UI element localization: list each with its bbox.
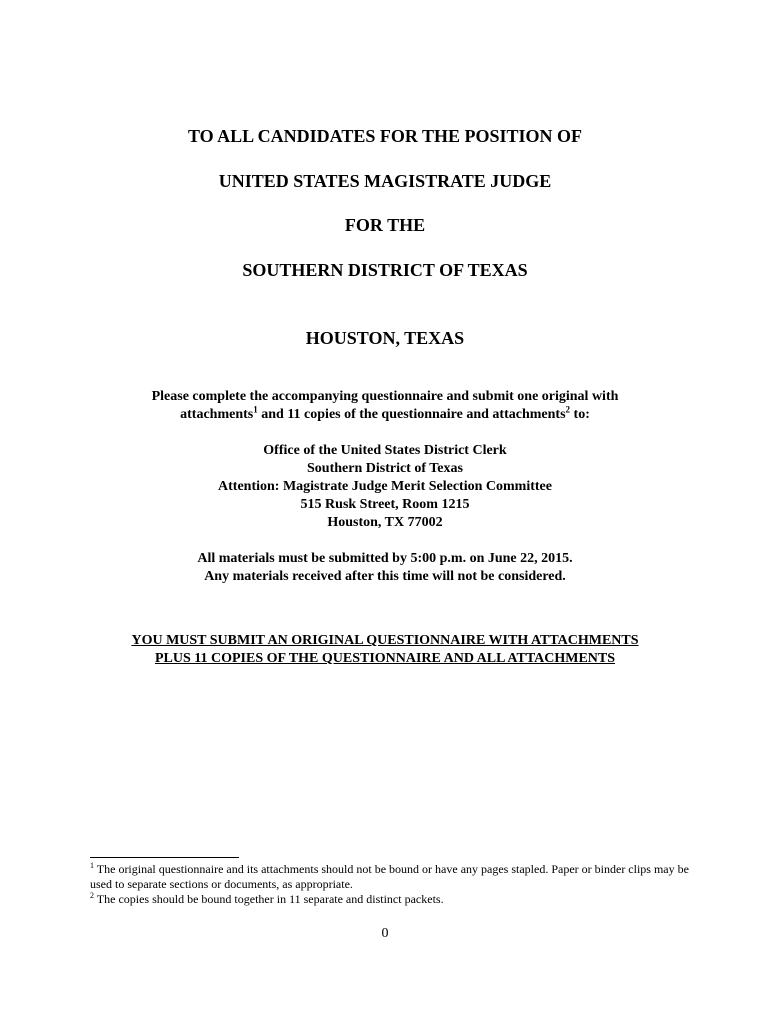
heading-line-4: SOUTHERN DISTRICT OF TEXAS (242, 260, 528, 280)
footnote-number: 2 (90, 891, 94, 900)
address-line-4: 515 Rusk Street, Room 1215 (300, 497, 470, 512)
heading-line-2: UNITED STATES MAGISTRATE JUDGE (218, 171, 552, 191)
address-line-3: Attention: Magistrate Judge Merit Selection Committee (218, 479, 552, 494)
instructions-text: to: (570, 407, 590, 422)
address-line-5: Houston, TX 77002 (327, 515, 443, 530)
footnote-2 (90, 892, 690, 907)
footnote-separator (90, 857, 239, 858)
instructions-line-1: Please complete the accompanying questionnaire and submit one original with (151, 389, 619, 404)
address-line-2: Southern District of Texas (307, 461, 463, 476)
footnote-ref-2: 2 (565, 404, 571, 415)
address-line-1: Office of the United States District Clerk (263, 443, 507, 458)
notice-line-2: PLUS 11 COPIES OF THE QUESTIONNAIRE AND ALL ATTACHMENTS (154, 651, 616, 666)
instructions-line-2 (0, 406, 770, 424)
mailing-address (0, 442, 770, 532)
footnote-text: The copies should be bound together in 11 separate and distinct packets. (94, 892, 444, 906)
deadline-line-2: Any materials received after this time will not be considered. (204, 569, 566, 584)
instructions-paragraph (0, 388, 770, 424)
heading-line-3: FOR THE (344, 215, 426, 235)
footnote-ref-1: 1 (253, 404, 258, 415)
footnote-text: The original questionnaire and its attachments should not be bound or have any pages stapled. Paper or binder clips may be used to separate sections or documents, as appropriate. (90, 862, 689, 891)
footnotes (90, 862, 690, 907)
page-number: 0 (381, 926, 389, 941)
notice-line-1: YOU MUST SUBMIT AN ORIGINAL QUESTIONNAIRE WITH ATTACHMENTS (131, 633, 639, 648)
heading-line-1: TO ALL CANDIDATES FOR THE POSITION OF (187, 126, 583, 146)
footnote-1 (90, 862, 690, 892)
instructions-text: and 11 copies of the questionnaire and attachments (257, 407, 566, 422)
deadline-line-1: All materials must be submitted by 5:00 p.m. on June 22, 2015. (197, 551, 573, 566)
footnote-number: 1 (90, 861, 94, 870)
deadline-paragraph (0, 550, 770, 586)
instructions-text: attachments (180, 407, 254, 422)
submission-notice (0, 632, 770, 668)
heading-line-5: HOUSTON, TEXAS (305, 328, 465, 348)
